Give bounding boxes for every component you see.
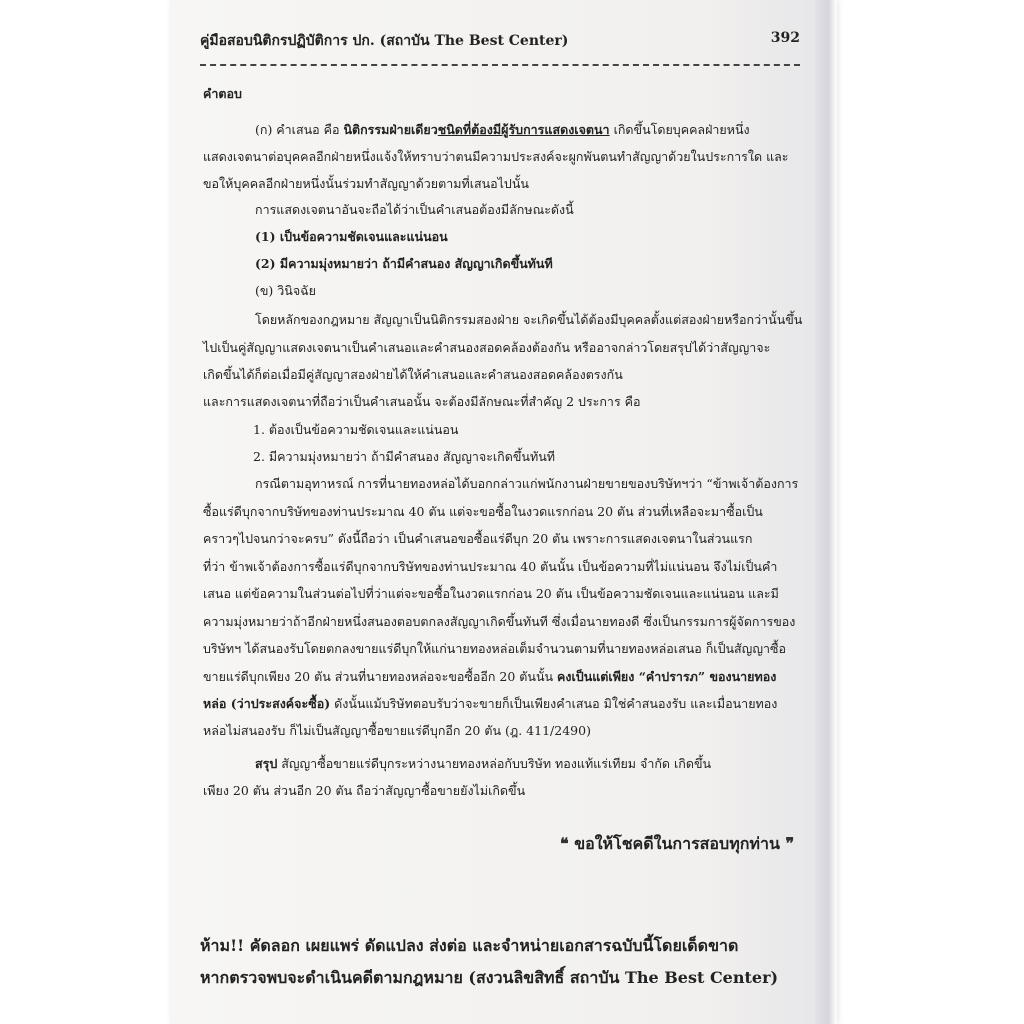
paragraph-line: เกิดขึ้นได้ก็ต่อเมื่อมีคู่สัญญาสองฝ่ายได้ให้คำเสนอและคำสนองสอดคล้องตรงกัน <box>203 367 623 382</box>
text-segment: สัญญาซื้อขายแร่ดีบุกระหว่างนายทองหล่อกับบริษัท ทองแท้แร่เทียม จำกัด เกิดขึ้น <box>277 756 712 771</box>
paragraph-line: โดยหลักของกฎหมาย สัญญาเป็นนิติกรรมสองฝ่าย จะเกิดขึ้นได้ต้องมีบุคคลตั้งแต่สองฝ่ายหรือกว่านั้นขึ้น <box>255 312 803 327</box>
list-item: 1. ต้องเป็นข้อความชัดเจนและแน่นอน <box>253 422 459 437</box>
paragraph-line: เสนอ แต่ข้อความในส่วนต่อไปที่ว่าแต่จะขอซื้อในงวดแรกก่อน 20 ตัน เป็นข้อความชัดเจนและแน่นอน และมี <box>203 586 779 601</box>
text-segment: เกิดขึ้นโดยบุคคลฝ่ายหนึ่ง <box>609 122 750 137</box>
section-heading: (ข) วินิจฉัย <box>255 283 316 298</box>
text-segment: (ก) คำเสนอ คือ <box>255 122 344 137</box>
close-quote-icon: ❞ <box>785 834 795 853</box>
bold-term: คงเป็นแต่เพียง “คำปรารภ” ของนายทอง <box>557 669 777 684</box>
paragraph-line: คราวๆไปจนกว่าจะครบ” ดังนี้ถือว่า เป็นคำเสนอขอซื้อแร่ดีบุก 20 ตัน เพราะการแสดงเจตนาในส่วนแรก <box>203 531 753 546</box>
paragraph-line: และการแสดงเจตนาที่ถือว่าเป็นคำเสนอนั้น จะต้องมีลักษณะที่สำคัญ 2 ประการ คือ <box>203 394 641 409</box>
page-edge <box>815 0 837 1024</box>
closing-wish <box>560 832 794 857</box>
paragraph-line <box>255 120 750 140</box>
copyright-warning <box>200 930 820 994</box>
paragraph-line: ขอให้บุคคลอีกฝ่ายหนึ่งนั้นร่วมทำสัญญาด้วยตามที่เสนอไปนั้น <box>203 176 529 191</box>
header-divider <box>200 64 800 66</box>
paragraph-line: กรณีตามอุทาหรณ์ การที่นายทองหล่อได้บอกกล่าวแก่พนักงานฝ่ายขายของบริษัทฯว่า “ข้าพเจ้าต้องการ <box>255 476 799 491</box>
paragraph-line: ความมุ่งหมายว่าถ้าอีกฝ่ายหนึ่งสนองตอบตกลงสัญญาเกิดขึ้นทันที ซึ่งเมื่อนายทองดี ซึ่งเป็นกรรมการผู้จัดการของ <box>203 614 796 629</box>
paragraph-line <box>203 667 776 687</box>
answer-heading: คำตอบ <box>203 86 242 101</box>
summary-line <box>255 754 711 774</box>
text-segment: ดังนั้นแม้บริษัทตอบรับว่าจะขายก็เป็นเพียงคำเสนอ มิใช่คำสนองรับ และเมื่อนายทอง <box>330 696 778 711</box>
page-number: 392 <box>770 30 800 46</box>
paragraph-line: หล่อไม่สนองรับ ก็ไม่เป็นสัญญาซื้อขายแร่ดีบุกอีก 20 ตัน (ฎ. 411/2490) <box>203 723 591 738</box>
paragraph-line: เพียง 20 ตัน ส่วนอีก 20 ตัน ถือว่าสัญญาซื้อขายยังไม่เกิดขึ้น <box>203 783 526 798</box>
bold-term: นิติกรรมฝ่ายเดียว <box>343 122 438 137</box>
warning-line: ห้าม!! คัดลอก เผยแพร่ ดัดแปลง ส่งต่อ และจำหน่ายเอกสารฉบับนี้โดยเด็ดขาด <box>200 936 739 955</box>
paragraph-line: แสดงเจตนาต่อบุคคลอีกฝ่ายหนึ่งแจ้งให้ทราบว่าตนมีความประสงค์จะผูกพันตนทำสัญญาด้วยในประการใด และ <box>203 149 789 164</box>
underlined-term: ชนิดที่ต้องมีผู้รับการแสดงเจตนา <box>437 122 610 137</box>
open-quote-icon: ❝ <box>560 834 569 853</box>
text-segment: ขายแร่ดีบุกเพียง 20 ตัน ส่วนที่นายทองหล่อจะขอซื้ออีก 20 ตันนั้น <box>203 669 558 684</box>
header-title: คู่มือสอบนิติกรปฏิบัติการ ปก. (สถาบัน The Best Center) <box>200 33 569 49</box>
summary-label: สรุป <box>255 756 278 771</box>
paragraph-line <box>203 694 777 714</box>
page-header <box>200 30 800 56</box>
paragraph-line: ซื้อแร่ดีบุกจากบริษัทของท่านประมาณ 40 ตัน แต่จะขอซื้อในงวดแรกก่อน 20 ตัน ส่วนที่เหลือจะมาซื้อเป็น <box>203 504 763 519</box>
paragraph-line: บริษัทฯ ได้สนองรับโดยตกลงขายแร่ดีบุกให้แก่นายทองหล่อเต็มจำนวนตามที่นายทองหล่อเสนอ ก็เป็นสัญญาซื้อ <box>203 641 786 656</box>
paragraph-line: ไปเป็นคู่สัญญาแสดงเจตนาเป็นคำเสนอและคำสนองสอดคล้องต้องกัน หรืออาจกล่าวโดยสรุปได้ว่าสัญญาจะ <box>203 340 771 355</box>
criteria-item: (2) มีความมุ่งหมายว่า ถ้ามีคำสนอง สัญญาเกิดขึ้นทันที <box>255 256 553 271</box>
paragraph-line: ที่ว่า ข้าพเจ้าต้องการซื้อแร่ดีบุกจากบริษัทของท่านประมาณ 40 ตันนั้น เป็นข้อความที่ไม่แน่นอน จึงไม่เป็นคำ <box>203 559 778 574</box>
paragraph-line: การแสดงเจตนาอันจะถือได้ว่าเป็นคำเสนอต้องมีลักษณะดังนี้ <box>255 202 574 217</box>
warning-line: หากตรวจพบจะดำเนินคดีตามกฎหมาย (สงวนลิขสิทธิ์ สถาบัน The Best Center) <box>200 968 779 987</box>
bold-term: หล่อ (ว่าประสงค์จะซื้อ) <box>203 696 331 711</box>
closing-text: ขอให้โชคดีในการสอบทุกท่าน <box>574 834 780 853</box>
criteria-item: (1) เป็นข้อความชัดเจนและแน่นอน <box>255 229 448 244</box>
list-item: 2. มีความมุ่งหมายว่า ถ้ามีคำสนอง สัญญาจะเกิดขึ้นทันที <box>253 449 555 464</box>
